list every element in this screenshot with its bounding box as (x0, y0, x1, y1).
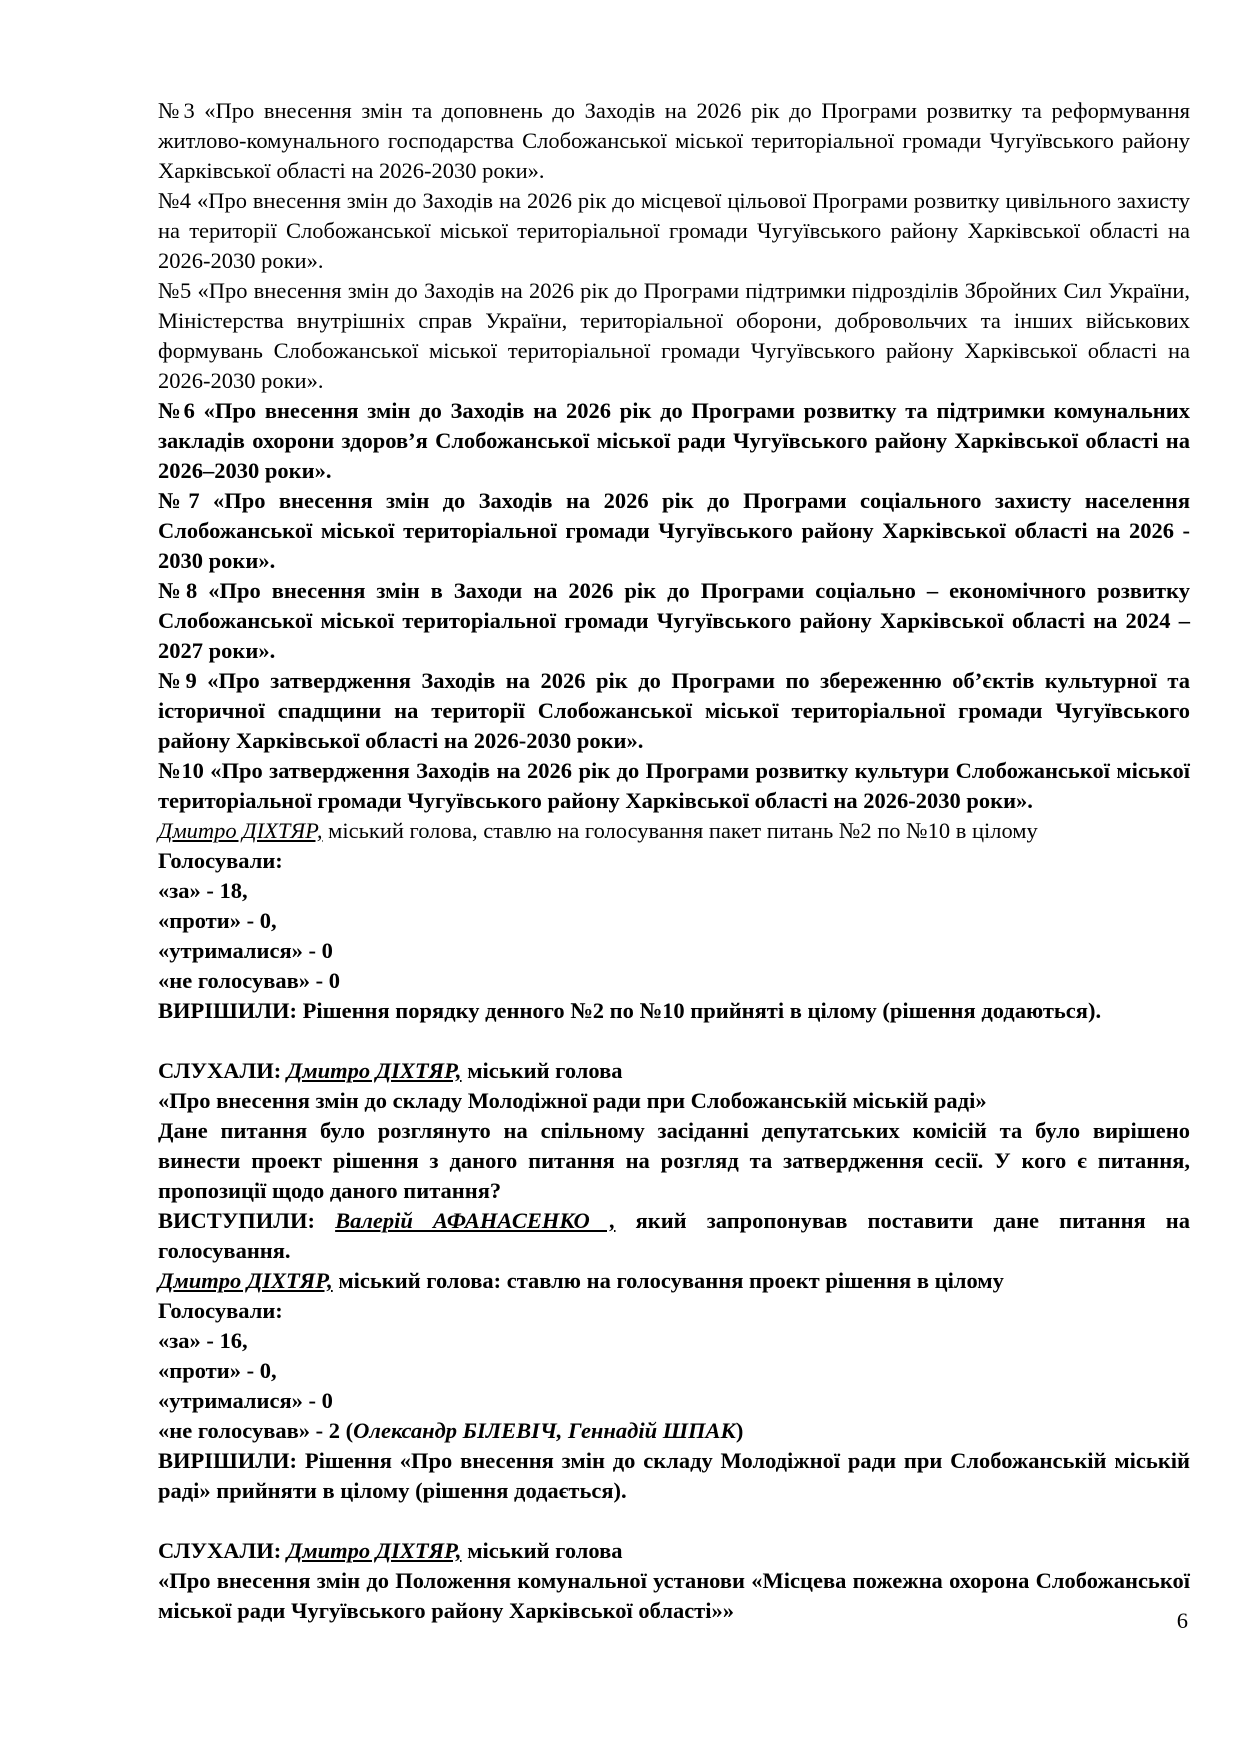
text-run: Дмитро ДІХТЯР, (158, 818, 323, 843)
paragraph (158, 486, 1190, 576)
text-run: міський голова, ставлю на голосування пакет питань №2 по №10 в цілому (322, 818, 1038, 843)
text-run: який запропонував поставити дане питання на голосування. (158, 1208, 1191, 1263)
text-run: №6 «Про внесення змін до Заходів на 2026 рік до Програми розвитку та підтримки комунальних закладів охорони здоров’я Слобожанської міської ради Чугуївського району Харківської області на 2026–2030 роки». (158, 398, 1190, 483)
text-run: №4 «Про внесення змін до Заходів на 2026 рік до місцевої цільової Програми розвитку цивільного захисту на території Слобожанської міської територіальної громади Чугуївського району Харківської області на 2026-2030 роки». (158, 188, 1190, 273)
paragraph (158, 1086, 1190, 1116)
paragraph (158, 96, 1190, 186)
paragraph (158, 936, 1190, 966)
paragraph (158, 1356, 1190, 1386)
text-run: міський голова (461, 1538, 623, 1563)
paragraph (158, 186, 1190, 276)
text-run: «за» - 18, (158, 878, 248, 903)
text-run: «не голосував» - 0 (158, 968, 341, 993)
text-run: Голосували: (158, 1298, 283, 1323)
paragraph (158, 1326, 1190, 1356)
paragraph (158, 906, 1190, 936)
text-run: Рішення «Про внесення змін до складу Молодіжної ради при Слобожанській міській раді» прийняти в цілому (рішення додається). (158, 1448, 1190, 1503)
paragraph (158, 876, 1190, 906)
text-run: Голосували: (158, 848, 283, 873)
text-run: ВИРІШИЛИ: (158, 1448, 297, 1473)
paragraph (158, 1056, 1190, 1086)
document-body (158, 96, 1190, 1626)
paragraph (158, 576, 1190, 666)
text-run: СЛУХАЛИ: (158, 1538, 287, 1563)
text-run: Дане питання було розглянуто на спільному засіданні депутатських комісій та було вирішено винести проект рішення з даного питання на розгляд та затвердження сесії. У кого є питання, пропозиції щодо даного питання? (158, 1118, 1190, 1203)
text-run: Дмитро ДІХТЯР, (158, 1268, 333, 1293)
paragraph (158, 1566, 1190, 1626)
paragraph (158, 1386, 1190, 1416)
text-run: «не голосував» - 2 ( (158, 1418, 354, 1443)
text-run: Валерій АФАНАСЕНКО , (335, 1208, 616, 1233)
paragraph (158, 396, 1190, 486)
text-run: Дмитро ДІХТЯР, (286, 1058, 462, 1083)
text-run: ) (735, 1418, 744, 1443)
text-run: №8 «Про внесення змін в Заходи на 2026 рік до Програми соціально – економічного розвитку Слобожанської міської територіальної громади Чугуївського району Харківської області на 2024 – 2027 роки». (158, 578, 1190, 663)
page-number: 6 (1176, 1608, 1188, 1633)
paragraph (158, 966, 1190, 996)
text-run: «за» - 16, (158, 1328, 248, 1353)
text-run: «Про внесення змін до складу Молодіжної ради при Слобожанській міській раді» (158, 1088, 987, 1113)
text-run: «проти» - 0, (158, 908, 277, 933)
paragraph (158, 756, 1190, 816)
text-run: СЛУХАЛИ: (158, 1058, 287, 1083)
paragraph (158, 1416, 1190, 1446)
text-run: №10 «Про затвердження Заходів на 2026 рік до Програми розвитку культури Слобожанської міської територіальної громади Чугуївського району Харківської області на 2026-2030 роки». (158, 758, 1190, 813)
paragraph (158, 816, 1190, 846)
text-run: «Про внесення змін до Положення комунальної установи «Місцева пожежна охорона Слобожанської міської ради Чугуївського району Харківської області»» (158, 1568, 1190, 1623)
text-run: №3 «Про внесення змін та доповнень до Заходів на 2026 рік до Програми розвитку та реформування житлово-комунального господарства Слобожанської міської територіальної громади Чугуївського району Харківської області на 2026-2030 роки». (158, 98, 1190, 183)
paragraph (158, 1296, 1190, 1326)
text-run: «утрималися» - 0 (158, 1388, 333, 1413)
paragraph (158, 276, 1190, 396)
paragraph (158, 1206, 1190, 1266)
text-run: міський голова (461, 1058, 623, 1083)
paragraph (158, 846, 1190, 876)
paragraph (158, 1116, 1190, 1206)
text-run: ВИСТУПИЛИ: (158, 1208, 336, 1233)
text-run: Дмитро ДІХТЯР, (286, 1538, 462, 1563)
paragraph (158, 1446, 1190, 1506)
text-run: Рішення порядку денного №2 по №10 прийняті в цілому (рішення додаються). (296, 998, 1102, 1023)
text-run: «утрималися» - 0 (158, 938, 333, 963)
text-run: №9 «Про затвердження Заходів на 2026 рік до Програми по збереженню об’єктів культурної та історичної спадщини на території Слобожанської міської територіальної громади Чугуївського району Харківської області на 2026-2030 роки». (158, 668, 1190, 753)
paragraph (158, 666, 1190, 756)
text-run: ВИРІШИЛИ: (158, 998, 297, 1023)
text-run: Олександр БІЛЕВІЧ, Геннадій ШПАК (353, 1418, 736, 1443)
text-run: «проти» - 0, (158, 1358, 277, 1383)
paragraph (158, 1266, 1190, 1296)
text-run: №7 «Про внесення змін до Заходів на 2026 рік до Програми соціального захисту населення Слобожанської міської територіальної громади Чугуївського району Харківської області на 2026 - 2030 роки». (158, 488, 1190, 573)
paragraph (158, 1536, 1190, 1566)
text-run: міський голова: ставлю на голосування проект рішення в цілому (332, 1268, 1004, 1293)
text-run: №5 «Про внесення змін до Заходів на 2026 рік до Програми підтримки підрозділів Збройних Сил України, Міністерства внутрішніх справ України, територіальної оборони, добровольчих та інших військових формувань Слобожанської міської територіальної громади Чугуївського району Харківської області на 2026-2030 роки». (158, 278, 1190, 393)
paragraph (158, 996, 1190, 1026)
